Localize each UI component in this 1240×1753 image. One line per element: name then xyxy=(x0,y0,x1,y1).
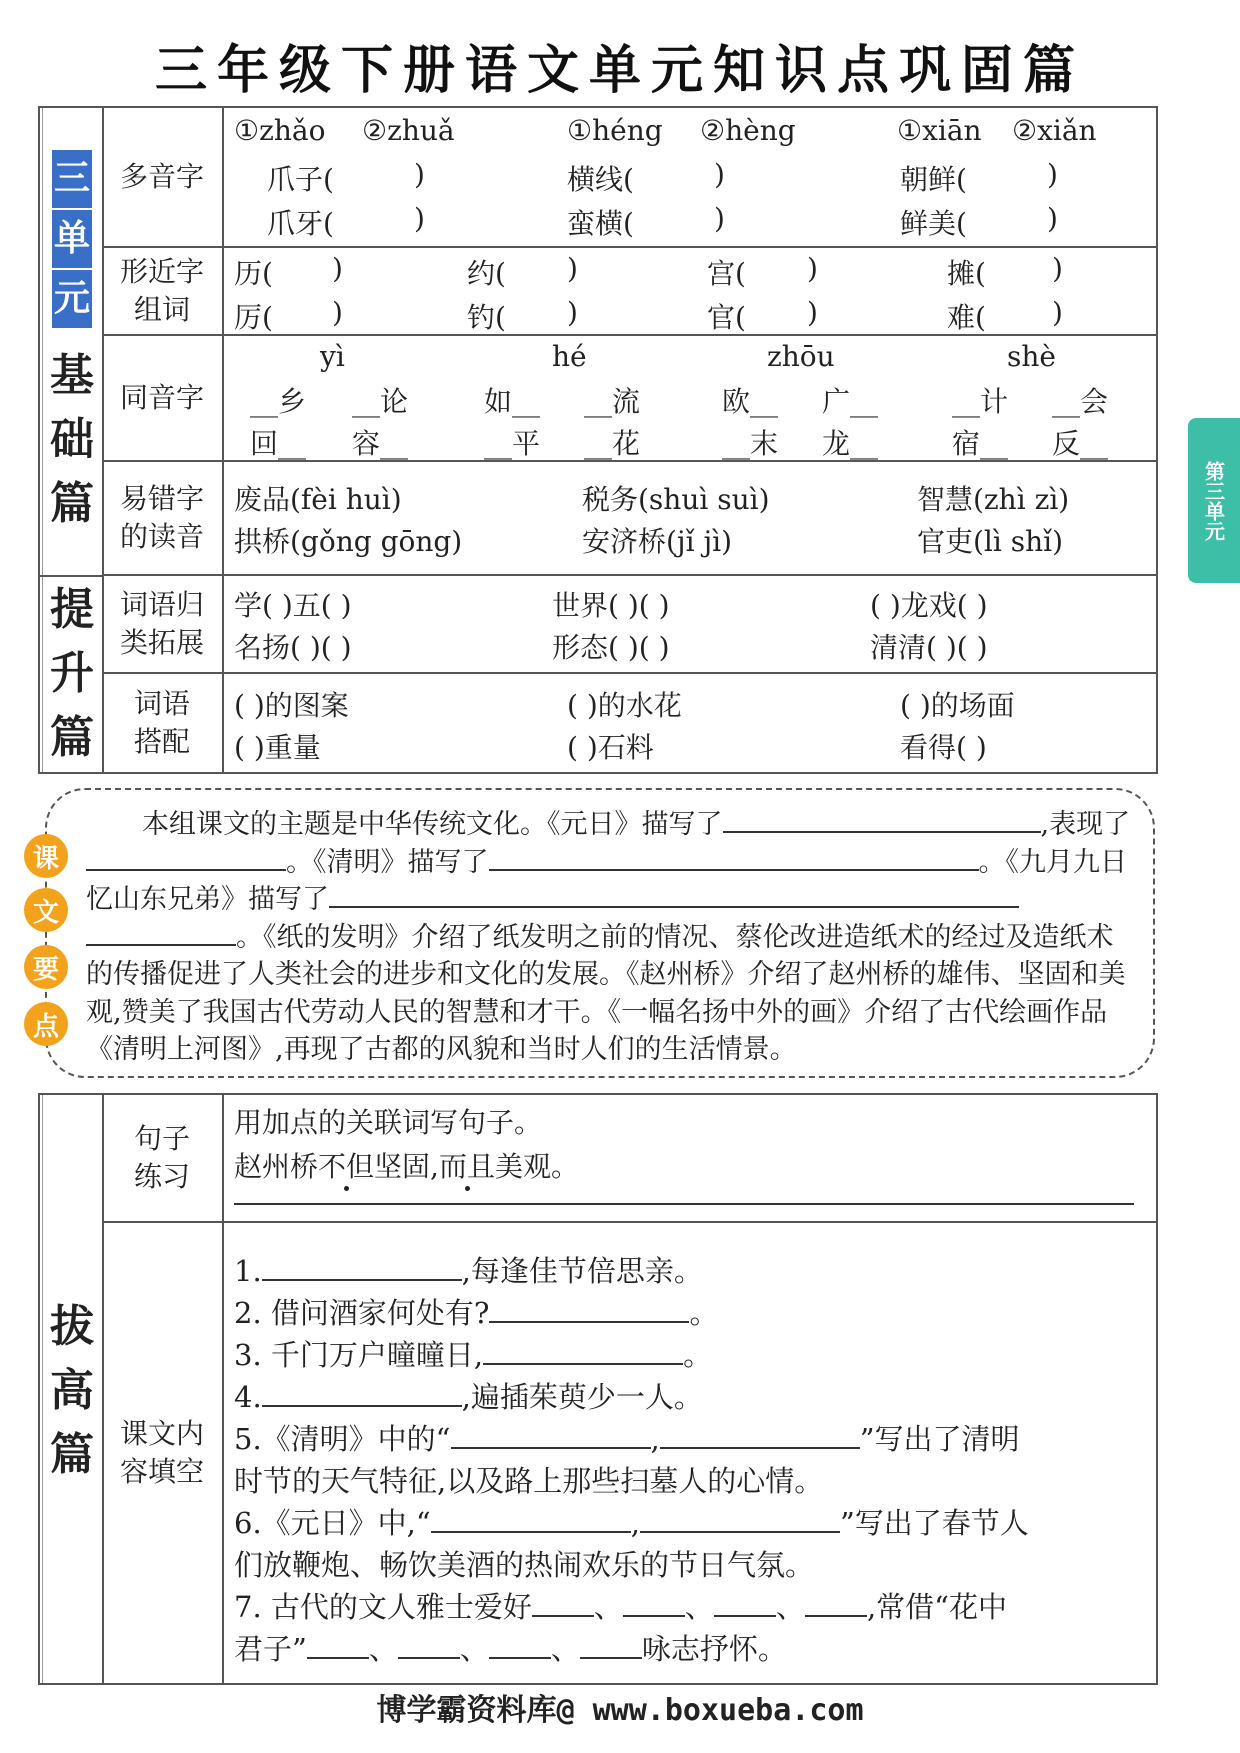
expand-item: 清清( )( ) xyxy=(870,631,988,664)
sentence-row xyxy=(102,1095,1156,1223)
section-char: 提 xyxy=(50,584,94,635)
section-char: 篇 xyxy=(50,1429,94,1480)
text: 咏志抒怀。 xyxy=(641,1632,787,1666)
text: , xyxy=(630,1506,640,1540)
word: 横线( xyxy=(567,163,634,196)
unit-label-char: 元 xyxy=(52,270,92,328)
text: 美观。 xyxy=(494,1150,579,1183)
text: 、 xyxy=(368,1632,398,1666)
key-points-text xyxy=(86,806,1131,1069)
answer-blank[interactable] xyxy=(805,1591,867,1617)
char-close: ) xyxy=(807,296,818,329)
reading-item: 废品(fèi huì) xyxy=(234,483,402,516)
answer-blank[interactable] xyxy=(483,1339,683,1365)
char-close: ) xyxy=(1052,252,1063,285)
word: 朝鲜( xyxy=(900,163,967,196)
label-line: 课文内 xyxy=(119,1417,204,1450)
label-line: 组词 xyxy=(133,293,190,326)
answer-blank[interactable] xyxy=(329,882,1019,908)
blank-word: 欧__ xyxy=(722,385,779,418)
text: 。 xyxy=(683,1338,713,1372)
blank-word: __计 xyxy=(952,385,1009,418)
char-close: ) xyxy=(567,296,578,329)
word-close: ) xyxy=(1047,158,1058,191)
pinyin: ①zhǎo xyxy=(234,114,326,147)
key-points-badge: 课 xyxy=(24,834,68,878)
pinyin: shè xyxy=(1007,340,1056,373)
text: ,表现了 xyxy=(1040,809,1131,840)
match-item: ( )的水花 xyxy=(567,689,682,722)
blank-word: 容__ xyxy=(352,427,409,460)
word-close: ) xyxy=(414,202,425,235)
text: 5.《清明》中的“ xyxy=(234,1422,451,1456)
word-close: ) xyxy=(1047,202,1058,235)
row-label xyxy=(102,462,224,574)
label-line: 词语归 xyxy=(119,588,204,621)
char: 摊( xyxy=(947,257,986,290)
match-item: ( )重量 xyxy=(234,731,321,764)
row-label xyxy=(102,1095,224,1221)
basic-table xyxy=(38,106,1158,774)
fill-line: 们放鞭炮、畅饮美酒的热闹欢乐的节日气氛。 xyxy=(234,1548,815,1582)
blank-word: 宿__ xyxy=(952,427,1009,460)
blank-word: __花 xyxy=(584,427,641,460)
text: 本组课文的主题是中华传统文化。《元日》描写了 xyxy=(142,809,723,840)
unit-label xyxy=(44,150,100,330)
answer-blank[interactable] xyxy=(489,1633,551,1659)
pinyin: ①héng xyxy=(567,114,663,147)
word-close: ) xyxy=(714,158,725,191)
instruction: 用加点的关联词写句子。 xyxy=(234,1106,543,1139)
footer-watermark: 博学霸资料库@ www.boxueba.com xyxy=(376,1693,864,1728)
answer-blank[interactable] xyxy=(86,845,286,871)
answer-blank[interactable] xyxy=(580,1633,642,1659)
unit-tab: 第三单元 xyxy=(1188,418,1240,583)
text: 。 xyxy=(689,1296,719,1330)
text: 、 xyxy=(593,1590,623,1624)
label-line: 练习 xyxy=(133,1160,190,1193)
expand-item: ( )龙戏( ) xyxy=(870,589,988,622)
expand-item: 学( )五( ) xyxy=(234,589,352,622)
answer-blank[interactable] xyxy=(86,920,236,946)
row-label: 同音字 xyxy=(102,336,224,460)
text: ,常借“花中 xyxy=(866,1590,1007,1624)
unit-label-char: 单 xyxy=(52,210,92,268)
fill-line xyxy=(234,1417,1020,1458)
blank-word: __乡 xyxy=(250,385,307,418)
word: 爪子( xyxy=(267,163,334,196)
answer-blank[interactable] xyxy=(623,1591,685,1617)
answer-blank[interactable] xyxy=(714,1591,776,1617)
answer-blank[interactable] xyxy=(640,1507,840,1533)
text: 2. 借问酒家何处有? xyxy=(234,1296,490,1330)
fill-line xyxy=(234,1333,712,1374)
text: 、 xyxy=(459,1632,489,1666)
reading-item: 拱桥(gǒng gōng) xyxy=(234,525,463,558)
char-close: ) xyxy=(807,252,818,285)
pinyin: ①xiān xyxy=(897,114,982,147)
row-label xyxy=(102,1223,224,1683)
char-close: ) xyxy=(332,296,343,329)
blank-word: 龙__ xyxy=(822,427,879,460)
guilei-row xyxy=(102,576,1156,674)
blank-word: 如__ xyxy=(484,385,541,418)
text: 4. xyxy=(234,1380,262,1414)
char: 难( xyxy=(947,301,986,334)
row-label: 多音字 xyxy=(102,108,224,246)
expand-item: 名扬( )( ) xyxy=(234,631,352,664)
pinyin: zhōu xyxy=(767,340,835,373)
section-char: 高 xyxy=(50,1365,94,1416)
fill-row xyxy=(102,1223,1156,1683)
char: 钓( xyxy=(467,301,506,334)
char-close: ) xyxy=(332,252,343,285)
answer-blank[interactable] xyxy=(431,1507,631,1533)
pinyin: ②xiǎn xyxy=(1012,114,1097,147)
blank-word: __流 xyxy=(584,385,641,418)
section-char: 篇 xyxy=(50,478,94,529)
fill-line xyxy=(234,1375,703,1416)
blank-word: 反__ xyxy=(1052,427,1109,460)
expand-item: 世界( )( ) xyxy=(552,589,670,622)
char: 历( xyxy=(234,257,273,290)
label-line: 类拓展 xyxy=(119,626,204,659)
text: ,每逢佳节倍思亲。 xyxy=(461,1254,703,1288)
char-close: ) xyxy=(567,252,578,285)
dotted-word: 而且 xyxy=(438,1150,495,1183)
reading-item: 官吏(lì shǐ) xyxy=(917,525,1064,558)
label-line: 容填空 xyxy=(119,1455,204,1488)
label-line: 易错字 xyxy=(119,482,204,515)
fill-line xyxy=(234,1501,1029,1542)
section-char: 拔 xyxy=(50,1301,94,1352)
section-bar xyxy=(40,1095,104,1683)
text: 。《纸的发明》介绍了纸发明之前的情况、蔡伦改进造纸术的经过及造纸术的传播促进了人类社会的进步和文化的发展。《赵州桥》介绍了赵州桥的雄伟、坚固和美观,赞美了我国古代劳动人民的智慧和才干。《一幅名扬中外的画》介绍了古代绘画作品《清明上河图》,再现了古都的风貌和当时人们的生活情景。 xyxy=(86,921,1126,1065)
answer-blank[interactable] xyxy=(307,1633,369,1659)
answer-blank[interactable] xyxy=(723,807,1041,833)
duoyin-row xyxy=(102,108,1156,248)
section-improve-label xyxy=(44,578,100,770)
text: 坚固, xyxy=(374,1150,439,1183)
text: 3. 千门万户曈曈日, xyxy=(234,1338,484,1372)
section-bar xyxy=(40,108,104,772)
yicuo-row xyxy=(102,462,1156,576)
label-line: 形近字 xyxy=(119,255,204,288)
match-item: ( )的图案 xyxy=(234,689,349,722)
unit-label-char: 三 xyxy=(52,150,92,208)
expand-item: 形态( )( ) xyxy=(552,631,670,664)
pinyin: hé xyxy=(552,340,587,373)
char: 宫( xyxy=(707,257,746,290)
answer-blank[interactable] xyxy=(660,1423,860,1449)
text: ”写出了春节人 xyxy=(839,1506,1029,1540)
row-label xyxy=(102,248,224,334)
char: 约( xyxy=(467,257,506,290)
pinyin: ②hèng xyxy=(700,114,796,147)
match-item: 看得( ) xyxy=(900,731,987,764)
reading-item: 安济桥(jǐ jì) xyxy=(582,525,733,558)
dapei-row xyxy=(102,674,1156,772)
char: 官( xyxy=(707,301,746,334)
pinyin: ②zhuǎ xyxy=(362,114,455,147)
answer-blank[interactable] xyxy=(262,1255,462,1281)
pinyin: yì xyxy=(320,340,345,373)
blank-word: __会 xyxy=(1052,385,1109,418)
blank-word: 广__ xyxy=(822,385,879,418)
text: 。《清明》描写了 xyxy=(286,846,489,878)
blank-word: __末 xyxy=(722,427,779,460)
row-label xyxy=(102,576,224,672)
answer-blank[interactable] xyxy=(262,1381,462,1407)
section-char: 升 xyxy=(50,648,94,699)
char-close: ) xyxy=(1052,296,1063,329)
reading-item: 智慧(zhì zì) xyxy=(917,483,1070,516)
answer-blank[interactable] xyxy=(532,1591,594,1617)
word-close: ) xyxy=(414,158,425,191)
key-points-badge: 点 xyxy=(24,1002,68,1046)
answer-blank[interactable] xyxy=(489,1297,689,1323)
key-points-badge: 文 xyxy=(24,888,68,932)
blank-word: __平 xyxy=(484,427,541,460)
fill-line xyxy=(234,1627,787,1668)
blank-word: 回__ xyxy=(250,427,307,460)
text: , xyxy=(650,1422,660,1456)
answer-blank[interactable] xyxy=(451,1423,651,1449)
reading-item: 税务(shuì suì) xyxy=(582,483,770,516)
fill-line xyxy=(234,1291,718,1332)
section-char: 基 xyxy=(50,350,94,401)
text: ,遍插茱萸少一人。 xyxy=(461,1380,703,1414)
example-sentence xyxy=(234,1145,579,1185)
text: 、 xyxy=(550,1632,580,1666)
text: 6.《元日》中,“ xyxy=(234,1506,431,1540)
text: 7. 古代的文人雅士爱好 xyxy=(234,1590,532,1624)
section-char: 础 xyxy=(50,414,94,465)
answer-blank[interactable] xyxy=(489,845,979,871)
row-label xyxy=(102,674,224,772)
key-points-badge: 要 xyxy=(24,945,68,989)
fill-line xyxy=(234,1585,1007,1626)
word: 爪牙( xyxy=(267,207,334,240)
section-char: 篇 xyxy=(50,712,94,763)
label-line: 搭配 xyxy=(133,725,190,758)
fill-line xyxy=(234,1249,703,1290)
word-close: ) xyxy=(714,202,725,235)
section-advanced-label xyxy=(44,1295,100,1487)
text: 君子” xyxy=(234,1632,307,1666)
answer-line[interactable] xyxy=(234,1203,1134,1205)
text: 1. xyxy=(234,1254,262,1288)
label-line: 的读音 xyxy=(119,520,204,553)
text: 。《九月九日忆山东兄弟》描写了 xyxy=(86,846,1127,915)
match-item: ( )石料 xyxy=(567,731,654,764)
xingjin-row xyxy=(102,248,1156,336)
advanced-table xyxy=(38,1093,1158,1685)
dotted-word: 不但 xyxy=(318,1150,375,1183)
section-basic-label xyxy=(44,344,100,536)
blank-word: __论 xyxy=(352,385,409,418)
tongyin-row xyxy=(102,336,1156,462)
page-title: 三年级下册语文单元知识点巩固篇 xyxy=(154,41,1085,101)
word: 鲜美( xyxy=(900,207,967,240)
match-item: ( )的场面 xyxy=(900,689,1015,722)
label-line: 句子 xyxy=(133,1122,190,1155)
fill-line: 时节的天气特征,以及路上那些扫墓人的心情。 xyxy=(234,1464,824,1498)
text: 、 xyxy=(684,1590,714,1624)
text: ”写出了清明 xyxy=(859,1422,1020,1456)
word: 蛮横( xyxy=(567,207,634,240)
char: 厉( xyxy=(234,301,273,334)
label-line: 词语 xyxy=(133,687,190,720)
answer-blank[interactable] xyxy=(398,1633,460,1659)
text: 赵州桥 xyxy=(234,1150,319,1183)
text: 、 xyxy=(775,1590,805,1624)
